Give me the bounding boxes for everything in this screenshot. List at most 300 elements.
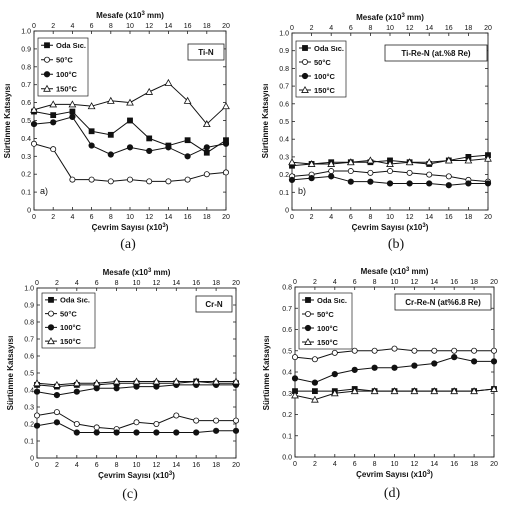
x2-tick-label: 10 [386,25,394,32]
y-tick-label: 0.7 [282,305,292,313]
series-3 [289,174,491,188]
data-point [194,418,199,423]
x2-tick-label: 10 [132,280,141,287]
data-point [70,114,76,120]
x2-axis-label [361,267,429,276]
x-tick-label: 2 [309,214,314,221]
data-point [214,418,219,423]
x2-tick-label: 20 [484,25,492,32]
data-point [352,348,357,353]
data-point [94,425,99,430]
x-axis-label-text: Çevrim Sayısı (x10 [98,471,169,480]
x-tick-label: 8 [372,461,377,468]
data-point [372,365,378,371]
x2-tick-label: 8 [372,279,377,286]
data-point [368,170,373,175]
y-tick-label: 1.0 [279,30,289,38]
y-tick-label: 0.5 [282,348,292,356]
data-point [472,348,477,353]
x-tick-label: 20 [490,461,498,468]
data-point [34,423,40,429]
x-tick-label: 4 [70,214,75,221]
x-tick-label: 12 [405,214,414,221]
x-axis-label-text: Çevrim Sayısı (x10 [91,223,163,232]
y-tick-label: 0.7 [21,82,31,90]
x2-tick-label: 18 [464,25,473,32]
y-tick-label: 0.2 [21,171,31,179]
legend-marker [48,311,53,316]
data-point [387,168,392,173]
x-axis-label-sup: 3 [162,223,166,229]
x-tick-label: 10 [126,214,134,221]
y-tick-label: 0.0 [282,454,292,462]
data-point [312,380,318,386]
legend-marker [305,311,310,316]
x2-tick-label: 4 [74,280,79,287]
x-tick-label: 6 [89,214,94,221]
series-4 [292,386,497,402]
x-tick-label: 20 [222,214,230,221]
x2-tick-label: 8 [368,25,373,32]
x-axis-label [356,470,433,479]
legend [299,293,352,349]
data-point [54,420,60,426]
legend-marker [44,71,50,77]
data-point [309,175,315,181]
x2-tick-label: 16 [444,25,453,32]
x-axis-label-end: ) [425,223,429,232]
data-point [108,179,113,184]
legend-marker [305,325,311,331]
legend-marker [44,43,49,48]
x-tick-label: 20 [232,462,240,469]
data-point [466,181,472,187]
x-tick-label: 18 [212,462,220,469]
x-tick-label: 2 [51,214,56,221]
legend [42,293,95,348]
data-point [94,430,100,436]
y-tick-label: 0.1 [282,433,292,441]
x2-tick-label: 0 [35,280,39,287]
panel-caption: (a) [120,237,136,252]
data-point [223,141,229,147]
x-tick-label: 14 [164,214,173,221]
y-tick-label: 1.0 [21,28,31,36]
data-point [147,179,152,184]
data-point [108,132,113,137]
y-tick-label: 0.5 [279,119,289,126]
x-axis-label [352,223,429,232]
x-axis-label-end: ) [165,223,169,232]
y-tick-label: 0.3 [21,153,31,161]
data-point [127,177,132,182]
legend [296,41,346,97]
data-point [70,177,75,182]
data-point [451,354,457,360]
y-tick-label: 0.2 [279,172,289,180]
data-point [89,129,94,134]
data-point [146,89,152,95]
data-point [134,384,140,390]
y-tick-label: 0 [285,207,289,215]
legend-label: 150°C [317,337,338,347]
data-point [154,384,160,390]
y-tick-label: 1.0 [24,285,34,293]
data-point [292,376,298,382]
x2-tick-label: 16 [183,23,192,30]
x-tick-label: 14 [430,461,439,468]
y-tick-label: 0.1 [279,189,289,197]
data-point [166,145,172,151]
y-tick-label: 0.7 [24,336,34,344]
x-tick-label: 16 [192,462,201,469]
data-point [74,430,80,436]
legend-marker [302,45,307,50]
data-point [185,138,190,143]
y-tick-label: 0 [27,207,31,215]
y-tick-label: 0.7 [279,83,289,91]
data-point [223,170,228,175]
x-axis-label [92,223,169,232]
x-axis-label-sup: 3 [426,470,431,476]
y-tick-label: 0 [30,455,34,463]
legend-label: 50°C [317,309,334,319]
data-point [292,355,297,360]
y-tick-label: 0.5 [21,118,31,125]
data-point [31,141,36,146]
y-tick-label: 0.6 [24,353,34,361]
legend-label: 150°C [60,336,81,346]
x2-axis-label [103,268,171,277]
y-tick-label: 0.3 [24,404,34,412]
y-tick-label: 0.6 [279,101,289,109]
y-tick-label: 0.8 [279,65,289,73]
chart-title: Cr-N [205,300,223,309]
x-axis-label-text: Çevrim Sayısı (x10 [356,470,427,479]
y-tick-label: 0.1 [24,438,34,446]
y-tick-label: 0.8 [21,64,31,72]
legend [38,38,88,96]
panel-caption: (c) [122,487,138,502]
x2-axis-label-end: mm) [144,11,164,20]
x2-axis-label-text: Mesafe (x10 [360,267,406,276]
data-point [74,389,80,395]
x-tick-label: 0 [293,461,297,468]
legend-label: 50°C [314,57,331,67]
data-point [452,348,457,353]
x-axis-label-end: ) [172,471,175,480]
x2-tick-label: 4 [70,23,75,30]
data-point [289,159,295,165]
data-point [174,430,180,436]
data-point [407,170,412,175]
x-tick-label: 6 [94,462,99,469]
x2-axis-label-sup: 3 [405,267,410,273]
data-point [446,182,452,188]
x-tick-label: 0 [290,214,294,221]
legend-label: 50°C [56,55,73,65]
x2-tick-label: 18 [470,279,478,286]
legend-label: Oda Sıc. [317,295,348,305]
x2-tick-label: 6 [89,23,94,30]
chart-title: Cr-Re-N (at%6.8 Re) [405,298,481,307]
x-tick-label: 2 [312,461,317,468]
x-tick-label: 8 [114,462,119,469]
x-tick-label: 18 [202,214,211,221]
data-point [329,168,334,173]
data-point [108,152,114,158]
legend-label: 50°C [60,309,77,319]
y-axis-label: Sürtünme Katsayısı [6,335,15,411]
x2-tick-label: 14 [172,280,181,287]
x2-tick-label: 20 [232,280,240,287]
legend-marker [305,297,310,302]
y-tick-label: 0.1 [21,189,31,197]
legend-label: Oda Sıc. [56,41,87,51]
data-point [34,413,39,418]
x-tick-label: 8 [108,214,113,221]
x-tick-label: 16 [183,214,192,221]
legend-label: 100°C [317,323,338,333]
x-tick-label: 0 [32,214,36,221]
data-point [74,421,79,426]
x-tick-label: 12 [145,214,154,221]
x-axis-label-sup: 3 [168,471,173,477]
legend-label: Oda Sıc. [314,43,345,53]
x2-tick-label: 12 [152,280,161,287]
x2-tick-label: 12 [145,23,154,30]
data-point [491,359,497,365]
x-tick-label: 0 [35,462,39,469]
data-point [392,365,398,371]
data-point [114,386,120,392]
data-point [193,430,199,436]
panel-caption: (b) [387,237,405,252]
y-tick-label: 0.4 [24,387,34,395]
data-point [51,147,56,152]
panel-letter: a) [40,186,49,196]
data-point [50,119,56,125]
x2-axis-label-sup: 3 [147,268,152,274]
data-point [485,181,491,187]
data-point [166,179,171,184]
legend-label: 100°C [56,70,77,80]
x-tick-label: 12 [410,461,419,468]
x-tick-label: 14 [172,462,181,469]
y-tick-label: 0.3 [279,154,289,162]
x2-tick-label: 14 [430,279,439,286]
data-point [94,386,100,392]
data-point [332,371,338,377]
data-point [432,348,437,353]
x-axis-label-text: Çevrim Sayısı (x10 [351,223,423,232]
chart-panel-2 [261,13,492,252]
data-point [348,179,354,185]
x-tick-label: 2 [54,462,59,469]
x2-axis-label-end: mm) [151,268,171,277]
x2-axis-label-text: Mesafe (x10 [356,13,402,22]
data-point [471,359,477,365]
x2-tick-label: 18 [212,280,220,287]
chart-panel-3 [6,268,240,502]
x-tick-label: 8 [368,214,373,221]
x-tick-label: 10 [132,462,141,469]
data-point [392,346,397,351]
data-point [174,413,179,418]
y-tick-label: 0.4 [279,136,289,144]
data-point [407,181,413,187]
x2-tick-label: 12 [410,279,419,286]
x2-axis-label-end: mm) [409,267,429,276]
data-point [312,389,317,394]
data-point [70,109,75,114]
x2-tick-label: 18 [202,23,211,30]
data-point [146,148,152,154]
data-point [412,348,417,353]
x-tick-label: 6 [352,461,357,468]
data-point [134,430,140,436]
x2-axis-label-sup: 3 [401,13,405,19]
data-point [51,113,56,118]
data-point [233,428,239,434]
y-tick-label: 0.8 [282,284,292,292]
data-point [34,389,40,395]
legend-label: 100°C [314,71,335,81]
data-point [412,363,418,369]
data-point [368,179,374,185]
chart-title: Ti-Re-N (at.%8 Re) [401,49,471,58]
y-tick-label: 0.5 [24,370,34,378]
x2-tick-label: 6 [348,25,353,32]
data-point [154,421,159,426]
x-tick-label: 4 [74,462,79,469]
x2-tick-label: 14 [164,23,173,30]
x-tick-label: 4 [332,461,337,468]
y-tick-label: 0.4 [282,369,292,377]
data-point [213,428,219,434]
y-tick-label: 0.8 [24,319,34,327]
x2-axis-label-text: Mesafe (x10 [96,11,142,20]
data-point [204,172,209,177]
y-tick-label: 0.2 [24,421,34,429]
data-point [312,357,317,362]
x-tick-label: 18 [470,461,478,468]
data-point [233,418,238,423]
x2-tick-label: 12 [405,25,414,32]
x2-tick-label: 6 [352,279,357,286]
x2-tick-label: 16 [192,280,201,287]
data-point [31,121,37,127]
x2-tick-label: 10 [390,279,399,286]
x2-tick-label: 16 [450,279,459,286]
legend-label: 150°C [56,84,77,94]
legend-marker [44,57,49,62]
y-tick-label: 0.9 [279,48,289,56]
x-tick-label: 6 [348,214,353,221]
x2-axis-label [96,11,164,20]
series-2 [34,410,238,432]
x2-tick-label: 2 [54,280,59,287]
series-3 [292,354,497,385]
data-point [134,420,139,425]
x2-axis-label-end: mm) [404,13,424,22]
data-point [127,145,133,151]
legend-marker [302,59,307,64]
x-tick-label: 16 [444,214,453,221]
data-point [432,361,438,367]
data-point [185,177,190,182]
chart-title: Ti-N [198,48,214,57]
data-point [54,392,60,398]
x2-tick-label: 4 [332,279,337,286]
x2-tick-label: 2 [51,23,56,30]
legend-marker [302,73,308,79]
x-tick-label: 10 [386,214,394,221]
data-point [165,80,171,86]
legend-marker [48,325,54,331]
x2-axis-label-sup: 3 [141,11,145,17]
chart-panel-4 [262,267,498,501]
x2-tick-label: 20 [222,23,230,30]
data-point [446,174,451,179]
x2-axis-label-text: Mesafe (x10 [102,268,148,277]
legend-label: 100°C [60,323,81,333]
panel-letter: b) [298,186,307,196]
legend-label: 150°C [314,85,335,95]
x2-tick-label: 14 [425,25,434,32]
x2-tick-label: 8 [108,23,113,30]
x2-axis-label [356,13,424,22]
x2-tick-label: 8 [114,280,119,287]
data-point [127,118,132,123]
data-point [147,136,152,141]
data-point [289,177,295,183]
x2-tick-label: 0 [32,23,36,30]
legend-label: Oda Sıc. [60,295,91,305]
data-point [332,350,337,355]
x-tick-label: 12 [152,462,161,469]
x2-tick-label: 0 [293,279,297,286]
x-tick-label: 16 [450,461,459,468]
y-axis-label: Sürtünme Katsayısı [262,335,271,411]
x-tick-label: 10 [390,461,399,468]
data-point [352,367,358,373]
data-point [108,98,114,104]
x-axis-label-sup: 3 [422,223,426,229]
y-tick-label: 0.9 [24,302,34,310]
data-point [89,177,94,182]
data-point [154,430,160,436]
data-point [185,154,191,160]
data-point [204,145,210,151]
data-point [372,348,377,353]
x2-tick-label: 0 [290,25,294,32]
x2-tick-label: 20 [490,279,498,286]
data-point [54,410,59,415]
data-point [491,348,496,353]
data-point [114,430,120,436]
x2-tick-label: 10 [126,23,134,30]
x-tick-label: 14 [425,214,434,221]
x2-tick-label: 2 [309,25,314,32]
x-axis-label-end: ) [430,470,433,479]
data-point [348,168,353,173]
data-point [89,143,95,149]
chart-panel-1 [3,11,230,252]
y-tick-label: 0.6 [21,100,31,108]
data-point [387,181,393,187]
y-tick-label: 0.9 [21,46,31,54]
